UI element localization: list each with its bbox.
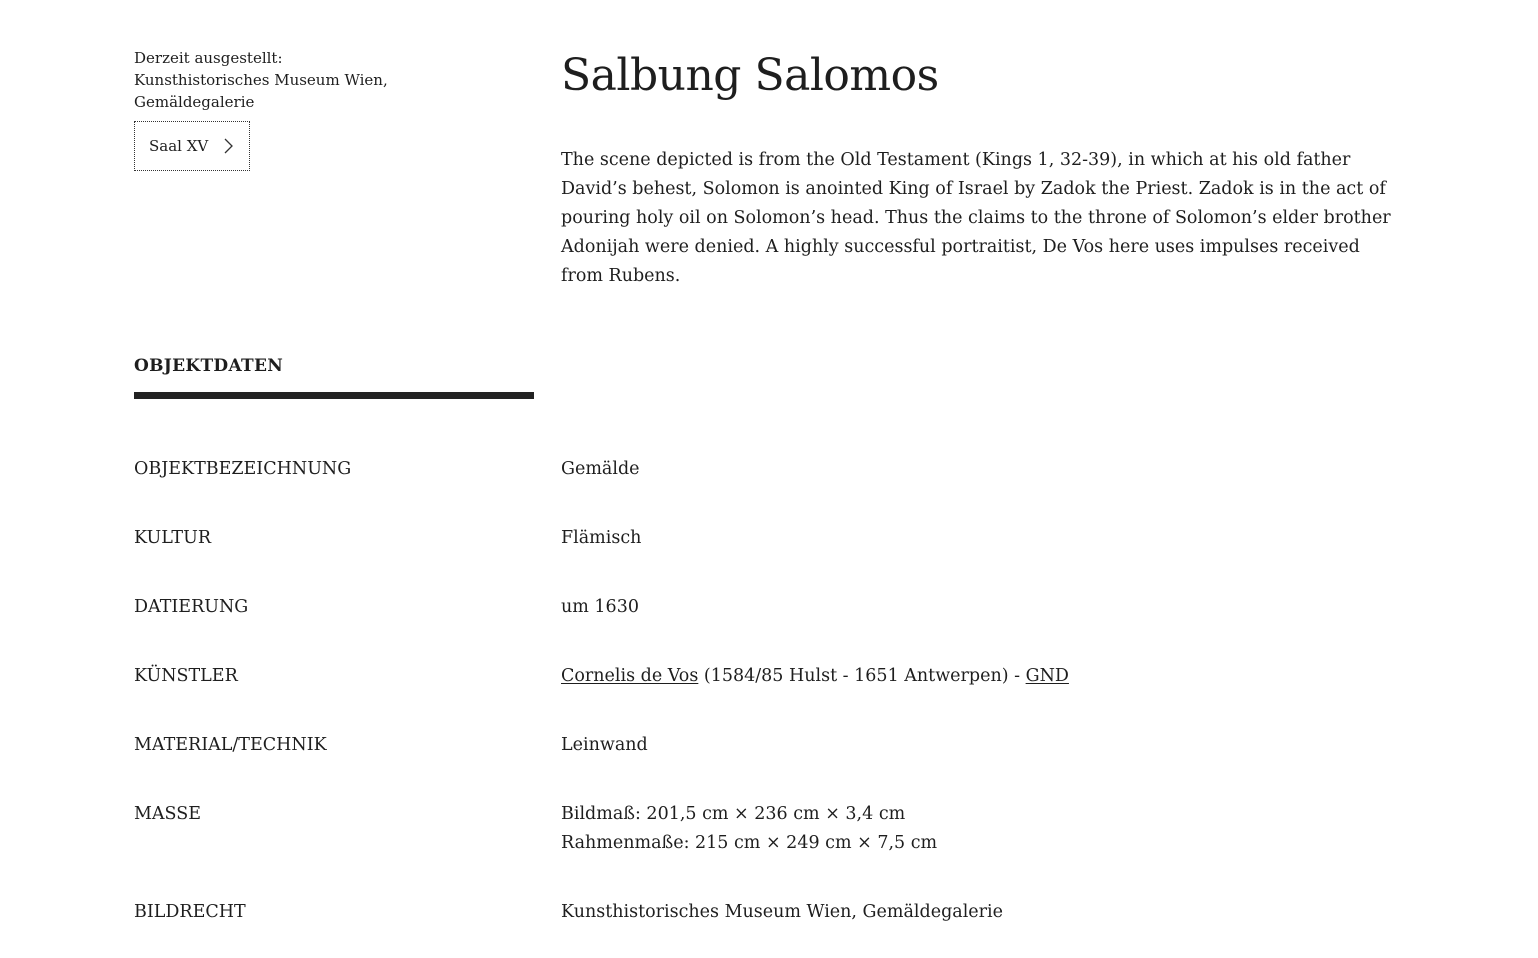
- artist-detail: (1584/85 Hulst - 1651 Antwerpen) -: [698, 666, 1026, 686]
- row-value: Gemälde: [561, 459, 640, 479]
- row-value: [561, 662, 1421, 691]
- section-heading-objektdaten: OBJEKTDATEN: [134, 356, 284, 376]
- row-value: [561, 800, 1421, 858]
- exhibit-location-line1: Kunsthistorisches Museum Wien,: [134, 71, 388, 89]
- row-label: DATIERUNG: [134, 597, 249, 617]
- row-label: KÜNSTLER: [134, 666, 238, 686]
- row-value: Leinwand: [561, 735, 648, 755]
- exhibit-location: [134, 47, 424, 113]
- room-label: Saal XV: [149, 137, 209, 155]
- row-label: MATERIAL/TECHNIK: [134, 735, 327, 755]
- row-label: OBJEKTBEZEICHNUNG: [134, 459, 352, 479]
- row-value: Flämisch: [561, 528, 642, 548]
- dimension-frame: Rahmenmaße: 215 cm × 249 cm × 7,5 cm: [561, 833, 938, 853]
- chevron-right-icon: [222, 138, 234, 154]
- row-label: BILDRECHT: [134, 902, 246, 922]
- dimension-image: Bildmaß: 201,5 cm × 236 cm × 3,4 cm: [561, 804, 906, 824]
- artwork-title: Salbung Salomos: [561, 50, 939, 101]
- exhibit-location-line2: Gemäldegalerie: [134, 93, 255, 111]
- artist-link[interactable]: Cornelis de Vos: [561, 666, 699, 686]
- row-label: MASSE: [134, 804, 202, 824]
- row-value: um 1630: [561, 597, 639, 617]
- exhibit-heading: Derzeit ausgestellt:: [134, 49, 283, 67]
- room-button[interactable]: [134, 121, 250, 171]
- row-label: KULTUR: [134, 528, 211, 548]
- row-value: Kunsthistorisches Museum Wien, Gemäldegalerie: [561, 902, 1003, 922]
- artwork-description: The scene depicted is from the Old Testament (Kings 1, 32-39), in which at his old father David’s behest, Solomon is anointed King of Israel by Zadok the Priest. Zadok is in the act of pouring holy oil on Solomon’s head. Thus the claims to the throne of Solomon’s elder brother Adonijah were denied. A highly successful portraitist, De Vos here uses impulses received from Rubens.: [561, 150, 1391, 286]
- gnd-link[interactable]: GND: [1025, 666, 1069, 686]
- section-underline: [134, 392, 534, 399]
